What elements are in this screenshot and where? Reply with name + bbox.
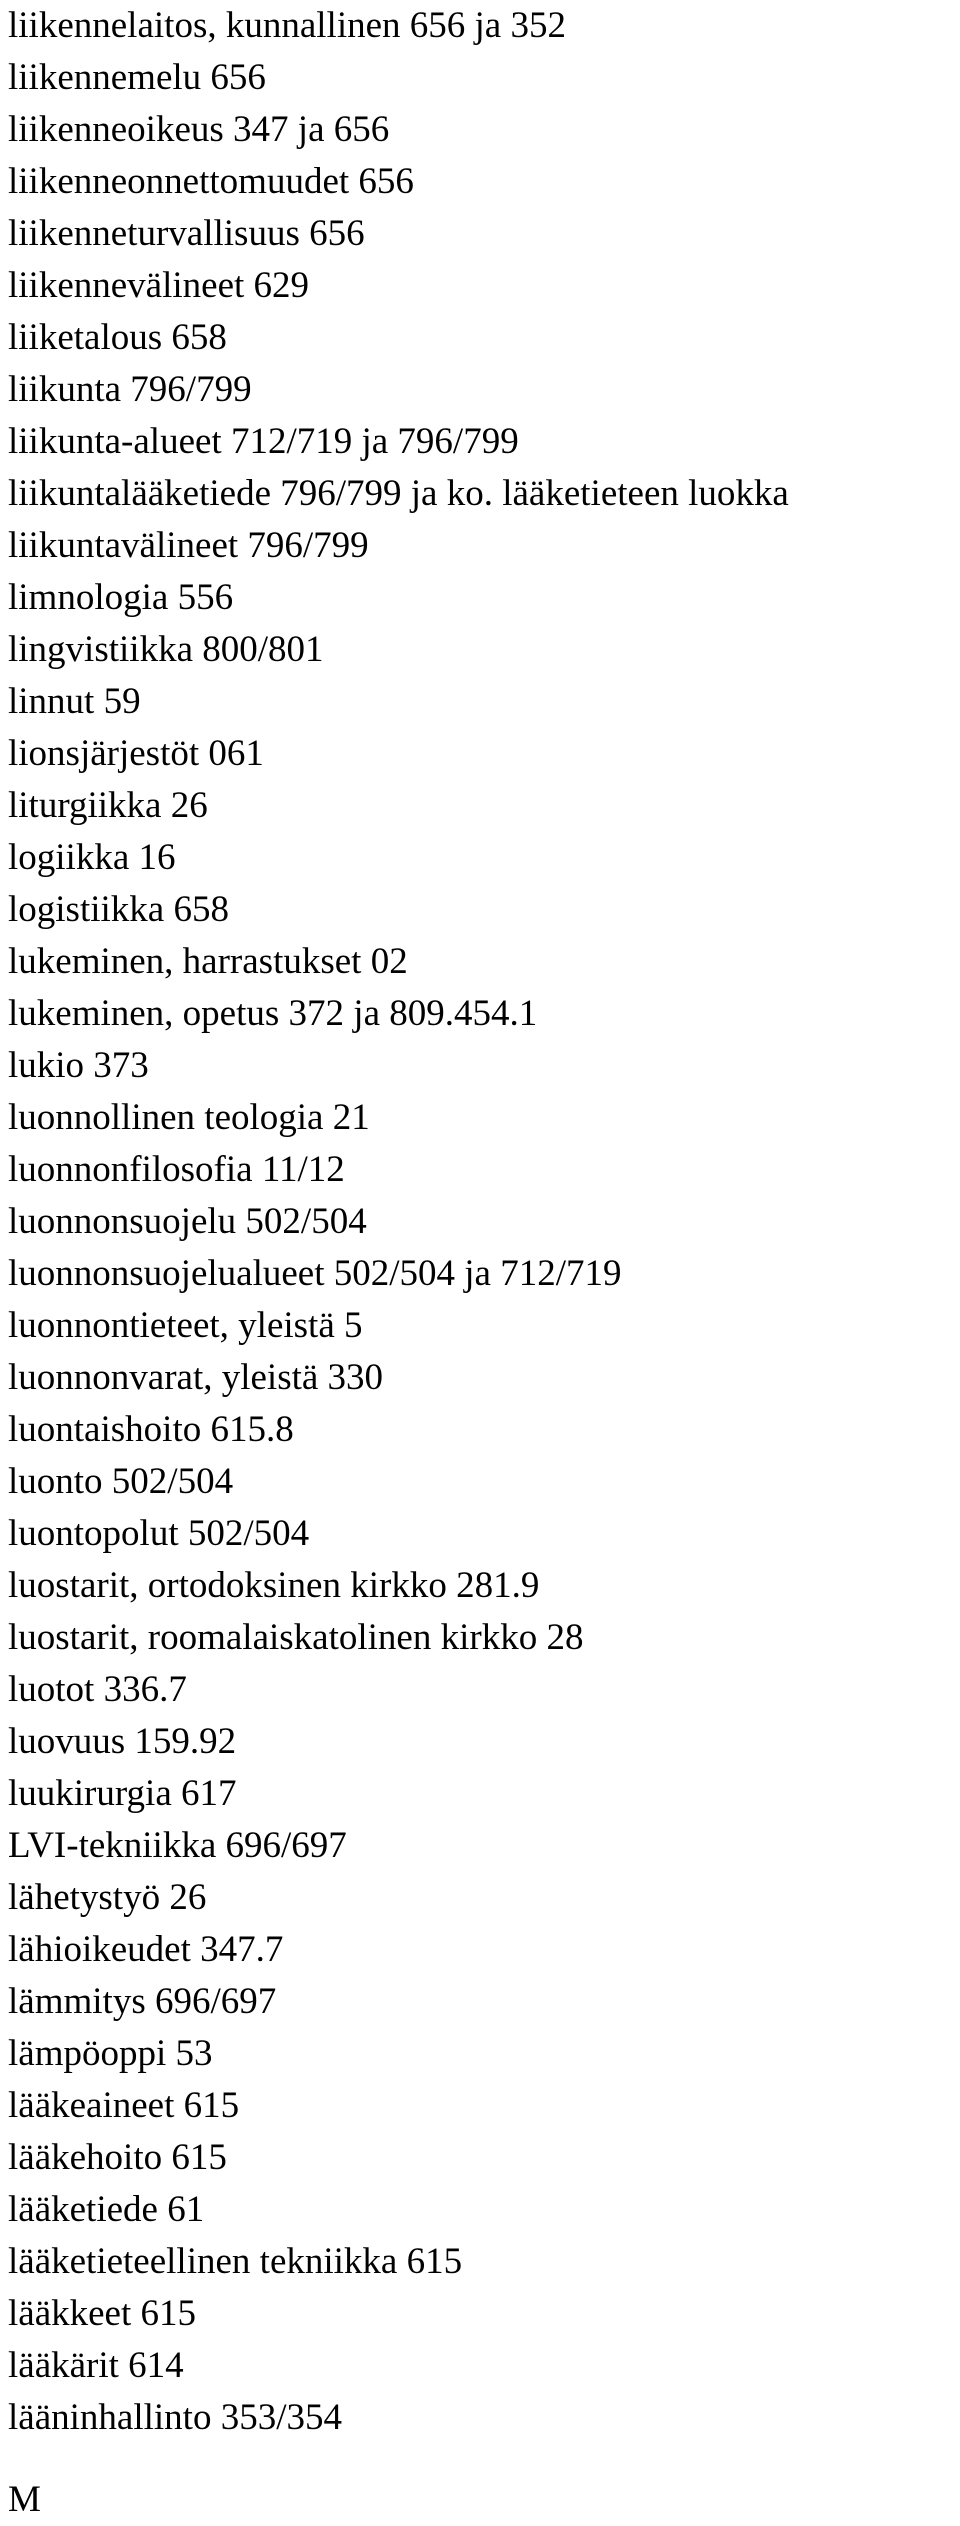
index-entry: liikennemelu 656 [8, 57, 266, 98]
index-entry: luonnonvarat, yleistä 330 [8, 1357, 384, 1398]
index-entry: lionsjärjestöt 061 [8, 733, 264, 774]
index-entry: liikennevälineet 629 [8, 265, 310, 306]
index-entry: luovuus 159.92 [8, 1721, 237, 1762]
index-entry: liikenneoikeus 347 ja 656 [8, 109, 390, 150]
index-entry: luotot 336.7 [8, 1669, 187, 1710]
index-entry: liikunta 796/799 [8, 369, 252, 410]
index-entry: limnologia 556 [8, 577, 234, 618]
index-entry: luonnonfilosofia 11/12 [8, 1149, 345, 1190]
index-entry: lähetystyö 26 [8, 1877, 207, 1918]
index-entry: LVI-tekniikka 696/697 [8, 1825, 347, 1866]
index-entry: liikuntavälineet 796/799 [8, 525, 369, 566]
index-entry: luonnonsuojelu 502/504 [8, 1201, 367, 1242]
index-entry: logistiikka 658 [8, 889, 229, 930]
index-entry: lääketiede 61 [8, 2189, 205, 2230]
index-entry: liturgiikka 26 [8, 785, 208, 826]
index-entry: lukeminen, harrastukset 02 [8, 941, 408, 982]
index-entry: lämmitys 696/697 [8, 1981, 277, 2022]
index-entry: luonnonsuojelualueet 502/504 ja 712/719 [8, 1253, 622, 1294]
index-entry: logiikka 16 [8, 837, 176, 878]
index-entry: luukirurgia 617 [8, 1773, 237, 1814]
index-entry: liikuntalääketiede 796/799 ja ko. lääketieteen luokka [8, 473, 789, 514]
index-entry: lukeminen, opetus 372 ja 809.454.1 [8, 993, 538, 1034]
index-entry: liikunta-alueet 712/719 ja 796/799 [8, 421, 519, 462]
index-entry: lingvistiikka 800/801 [8, 629, 324, 670]
index-entry: luostarit, roomalaiskatolinen kirkko 28 [8, 1617, 584, 1658]
index-entry: luontaishoito 615.8 [8, 1409, 294, 1450]
index-entry: luonnollinen teologia 21 [8, 1097, 370, 1138]
index-entry: lämpöoppi 53 [8, 2033, 213, 2074]
index-entry: lääninhallinto 353/354 [8, 2397, 342, 2438]
index-entry: liiketalous 658 [8, 317, 227, 358]
index-entry-list [8, 0, 948, 2444]
index-entry: lääkärit 614 [8, 2345, 184, 2386]
index-entry: lähioikeudet 347.7 [8, 1929, 284, 1970]
index-entry: liikenneturvallisuus 656 [8, 213, 365, 254]
index-entry: lukio 373 [8, 1045, 149, 1086]
index-entry: luontopolut 502/504 [8, 1513, 310, 1554]
index-entry: luonnontieteet, yleistä 5 [8, 1305, 363, 1346]
index-entry: liikennelaitos, kunnallinen 656 ja 352 [8, 5, 566, 46]
index-entry: lääkeaineet 615 [8, 2085, 240, 2126]
index-entry: liikenneonnettomuudet 656 [8, 161, 414, 202]
index-entry: linnut 59 [8, 681, 141, 722]
index-entry: lääkkeet 615 [8, 2293, 196, 2334]
index-entry: lääkehoito 615 [8, 2137, 227, 2178]
section-letter-heading: M [8, 2479, 41, 2520]
index-entry: luostarit, ortodoksinen kirkko 281.9 [8, 1565, 540, 1606]
index-entry: lääketieteellinen tekniikka 615 [8, 2241, 463, 2282]
index-entry: luonto 502/504 [8, 1461, 234, 1502]
